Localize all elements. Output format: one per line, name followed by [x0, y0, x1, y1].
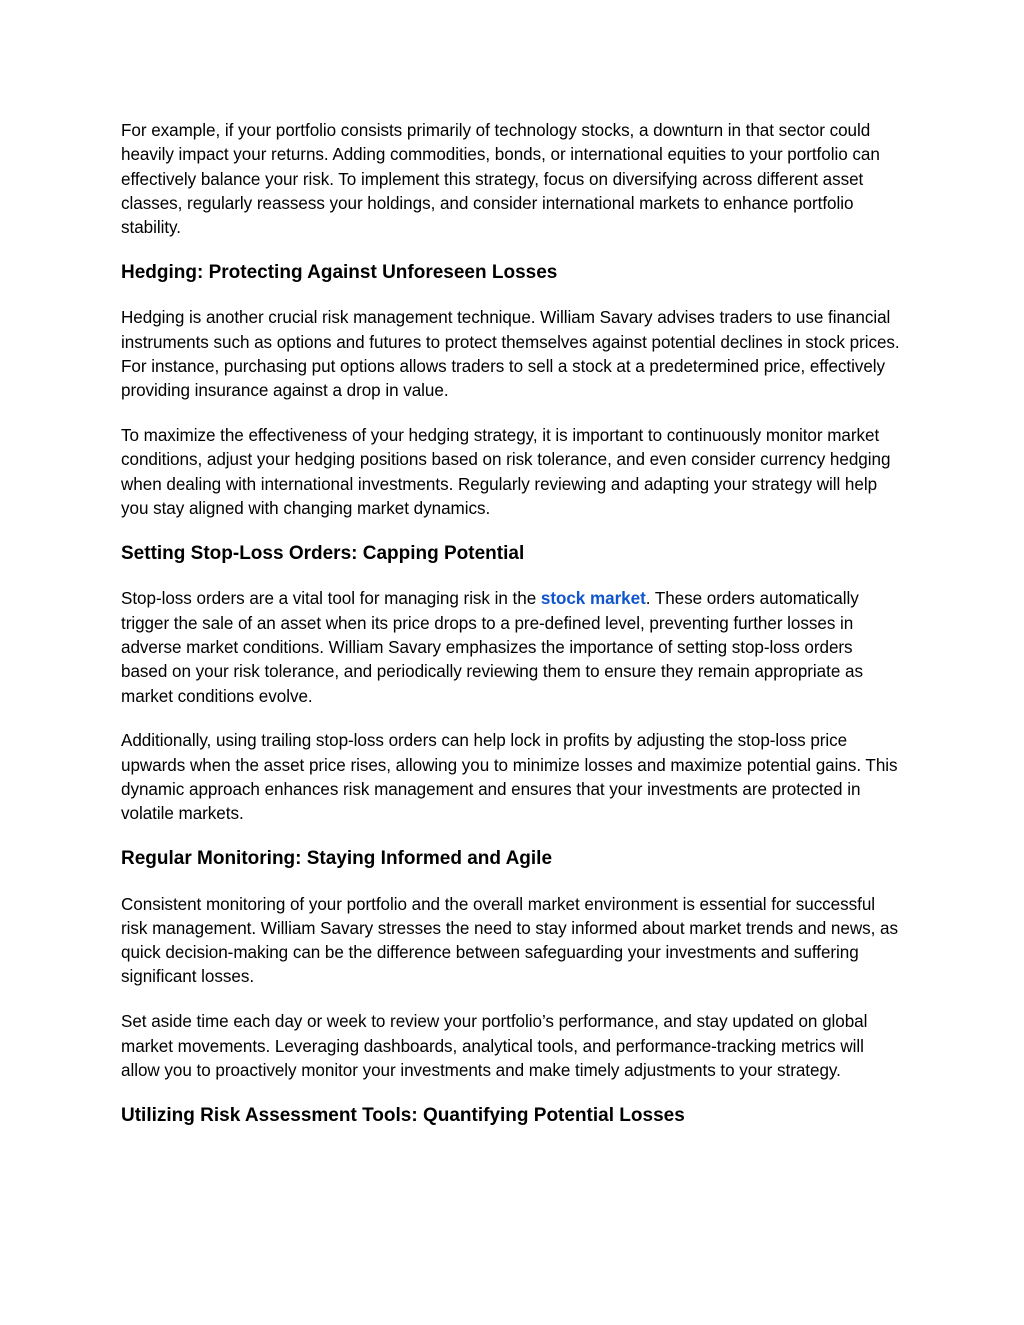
- paragraph-stop-loss-intro: [121, 587, 901, 708]
- heading-hedging: Hedging: Protecting Against Unforeseen Losses: [121, 261, 558, 283]
- paragraph-text-after-link: . These orders automatically trigger the sale of an asset when its price drops to a pre-defined level, preventing further losses in adverse market conditions. William Savary emphasizes the importance of setting stop-loss orders based on your risk tolerance, and periodically reviewing them to ensure they remain appropriate as market conditions evolve.: [121, 589, 863, 706]
- paragraph-hedging-effectiveness: To maximize the effectiveness of your hedging strategy, it is important to continuously monitor market conditions, adjust your hedging positions based on risk tolerance, and even consider currency hedging when dealing with international investments. Regularly reviewing and adapting your strategy will help you stay aligned with changing market dynamics.: [121, 426, 891, 519]
- heading-risk-assessment-tools: Utilizing Risk Assessment Tools: Quantifying Potential Losses: [121, 1104, 685, 1126]
- paragraph-text-before-link: Stop-loss orders are a vital tool for managing risk in the: [121, 589, 541, 609]
- paragraph-trailing-stop-loss: Additionally, using trailing stop-loss orders can help lock in profits by adjusting the stop-loss price upwards when the asset price rises, allowing you to minimize losses and maximize potential gains. This dynamic approach enhances risk management and ensures that your investments are protected in volatile markets.: [121, 731, 898, 824]
- heading-stop-loss: Setting Stop-Loss Orders: Capping Potential: [121, 542, 525, 564]
- heading-monitoring: Regular Monitoring: Staying Informed and Agile: [121, 848, 553, 870]
- paragraph-hedging-intro: Hedging is another crucial risk management technique. William Savary advises traders to use financial instruments such as options and futures to protect themselves against potential declines in stock prices. For instance, purchasing put options allows traders to sell a stock at a predetermined price, effectively providing insurance against a drop in value.: [121, 308, 900, 401]
- paragraph-monitoring-routine: Set aside time each day or week to review your portfolio’s performance, and stay updated on global market movements. Leveraging dashboards, analytical tools, and performance-tracking metrics will allow you to proactively monitor your investments and make timely adjustments to your strategy.: [121, 1012, 868, 1080]
- paragraph-diversification-example: For example, if your portfolio consists primarily of technology stocks, a downturn in that sector could heavily impact your returns. Adding commodities, bonds, or international equities to your portfolio can effectively balance your risk. To implement this strategy, focus on diversifying across different asset classes, regularly reassess your holdings, and consider international markets to enhance portfolio stability.: [121, 121, 880, 238]
- document-page: [121, 119, 901, 1149]
- stock-market-link[interactable]: stock market: [540, 589, 646, 609]
- paragraph-monitoring-intro: Consistent monitoring of your portfolio and the overall market environment is essential for successful risk management. William Savary stresses the need to stay informed about market trends and news, as quick decision-making can be the difference between safeguarding your investments and suffering significant losses.: [121, 894, 898, 987]
